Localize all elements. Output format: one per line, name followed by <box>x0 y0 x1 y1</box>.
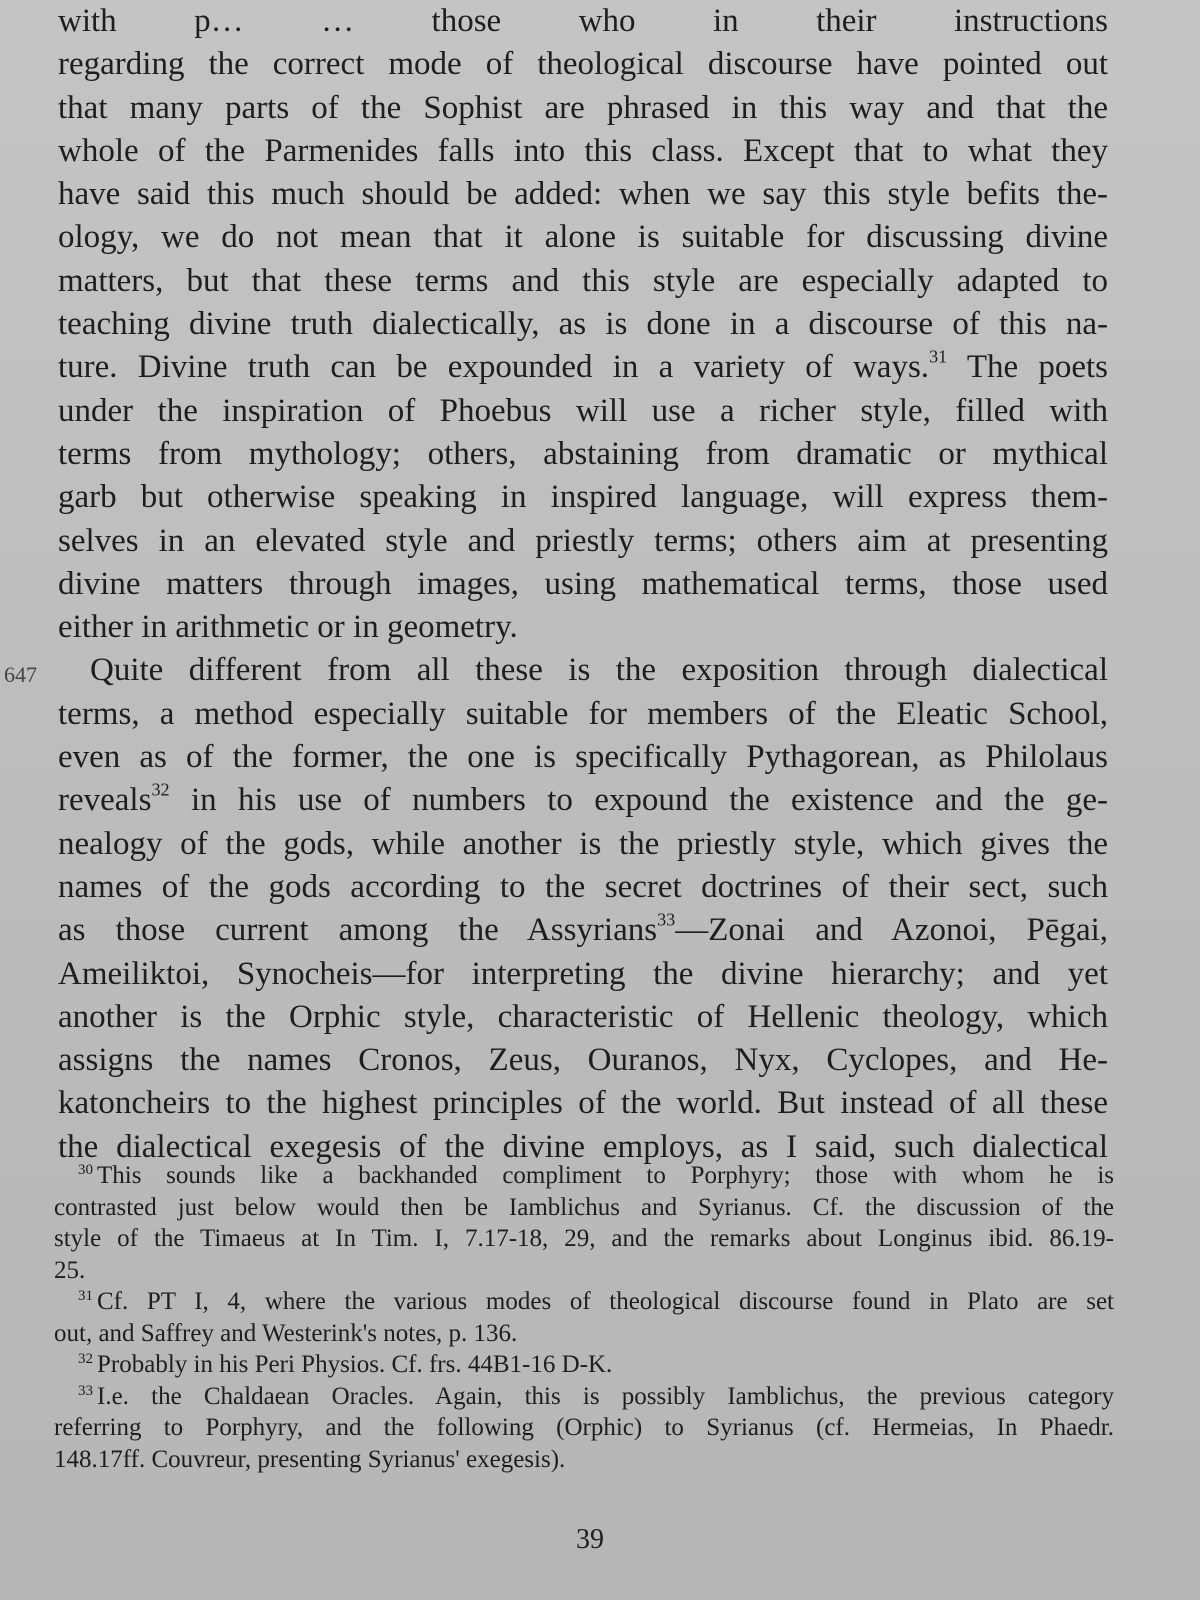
text-line: ology, we do not mean that it alone is suitable for discussing divine <box>58 219 1108 256</box>
footnotes <box>54 1160 1114 1475</box>
footnote-reference: 33 <box>657 909 676 930</box>
text-line: even as of the former, the one is specifically Pythagorean, as Philolaus <box>58 739 1108 776</box>
text-line: garb but otherwise speaking in inspired language, will express them- <box>58 479 1108 516</box>
text-line: names of the gods according to the secret doctrines of their sect, such <box>58 868 1108 905</box>
footnote-mark: 33 <box>78 1382 93 1399</box>
text-line: assigns the names Cronos, Zeus, Ouranos, Nyx, Cyclopes, and He- <box>58 1042 1108 1079</box>
text-line: Ameiliktoi, Synocheis—for interpreting the divine hierarchy; and yet <box>58 955 1108 992</box>
footnote-33 <box>54 1381 1114 1476</box>
text-line: matters, but that these terms and this style are especially adapted to <box>58 262 1108 299</box>
text-line: nealogy of the gods, while another is the priestly style, which gives the <box>58 825 1108 862</box>
footnote-30 <box>54 1160 1114 1286</box>
text-line: Quite different from all these is the exposition through dialectical <box>90 652 1108 689</box>
footnote-reference: 31 <box>929 346 948 367</box>
page-number: 39 <box>576 1524 604 1555</box>
text-line: terms from mythology; others, abstaining from dramatic or mythical <box>58 435 1108 472</box>
footnote-line: 148.17ff. Couvreur, presenting Syrianus' exegesis). <box>54 1445 566 1473</box>
text-line: reveals$^{32}$ in his use of numbers to expound the existence and the ge- <box>58 779 1108 819</box>
footnote-mark: 32 <box>78 1351 93 1367</box>
footnote-mark: 30 <box>78 1162 93 1178</box>
text-line: that many parts of the Sophist are phrased in this way and that the <box>58 89 1108 126</box>
footnote-line: $^{30}$ This sounds like a backhanded compliment to Porphyry; those with whom he is <box>78 1162 1114 1189</box>
text-line: teaching divine truth dialectically, as is done in a discourse of this na- <box>58 306 1108 343</box>
text-line: whole of the Parmenides falls into this class. Except that to what they <box>58 132 1108 169</box>
text-line: katoncheirs to the highest principles of the world. But instead of all these <box>58 1085 1108 1122</box>
footnote-reference: 32 <box>151 779 170 800</box>
text-line: either in arithmetic or in geometry. <box>58 609 518 646</box>
footnote-line: $^{32}$ Probably in his Peri Physios. Cf. frs. 44B1-16 D-K. <box>78 1351 613 1378</box>
text-line: as those current among the Assyrians$^{33}$—Zonai and Azonoi, Pēgai, <box>58 909 1109 949</box>
text-line: divine matters through images, using mathematical terms, those used <box>58 565 1108 602</box>
text-line: ture. Divine truth can be expounded in a variety of ways.$^{31}$ The poets <box>58 346 1108 386</box>
text-line: with p… … those who in their instructions <box>58 3 1108 39</box>
text-line: regarding the correct mode of theological discourse have pointed out <box>58 46 1108 83</box>
text-line: another is the Orphic style, characteristic of Hellenic theology, which <box>58 998 1108 1035</box>
footnote-line: $^{31}$ Cf. PT I, 4, where the various modes of theological discourse found in Plato are set <box>78 1288 1114 1315</box>
footnote-line: contrasted just below would then be Iamblichus and Syrianus. Cf. the discussion of the <box>54 1193 1114 1221</box>
text-line: terms, a method especially suitable for members of the Eleatic School, <box>58 695 1108 732</box>
main-text <box>58 0 1108 1169</box>
footnote-line: style of the Timaeus at In Tim. I, 7.17-18, 29, and the remarks about Longinus ibid. 86.19- <box>54 1225 1114 1252</box>
footnote-line: $^{33}$ I.e. the Chaldaean Oracles. Again, this is possibly Iamblichus, the previous category <box>78 1382 1114 1410</box>
footnote-line: out, and Saffrey and Westerink's notes, p. 136. <box>54 1319 518 1347</box>
text-line: have said this much should be added: when we say this style befits the- <box>58 176 1108 213</box>
footnote-line: 25. <box>54 1256 86 1284</box>
footnote-31 <box>54 1286 1114 1349</box>
text-line: selves in an elevated style and priestly terms; others aim at presenting <box>58 522 1108 559</box>
text-line: under the inspiration of Phoebus will use a richer style, filled with <box>58 392 1108 429</box>
text-line: the dialectical exegesis of the divine employs, as I said, such dialectical <box>58 1128 1108 1165</box>
footnote-line: referring to Porphyry, and the following (Orphic) to Syrianus (cf. Hermeias, In Phaedr. <box>54 1414 1114 1441</box>
margin-line-number: 647 <box>4 662 37 687</box>
footnote-32 <box>54 1349 1114 1381</box>
footnote-mark: 31 <box>78 1288 93 1304</box>
